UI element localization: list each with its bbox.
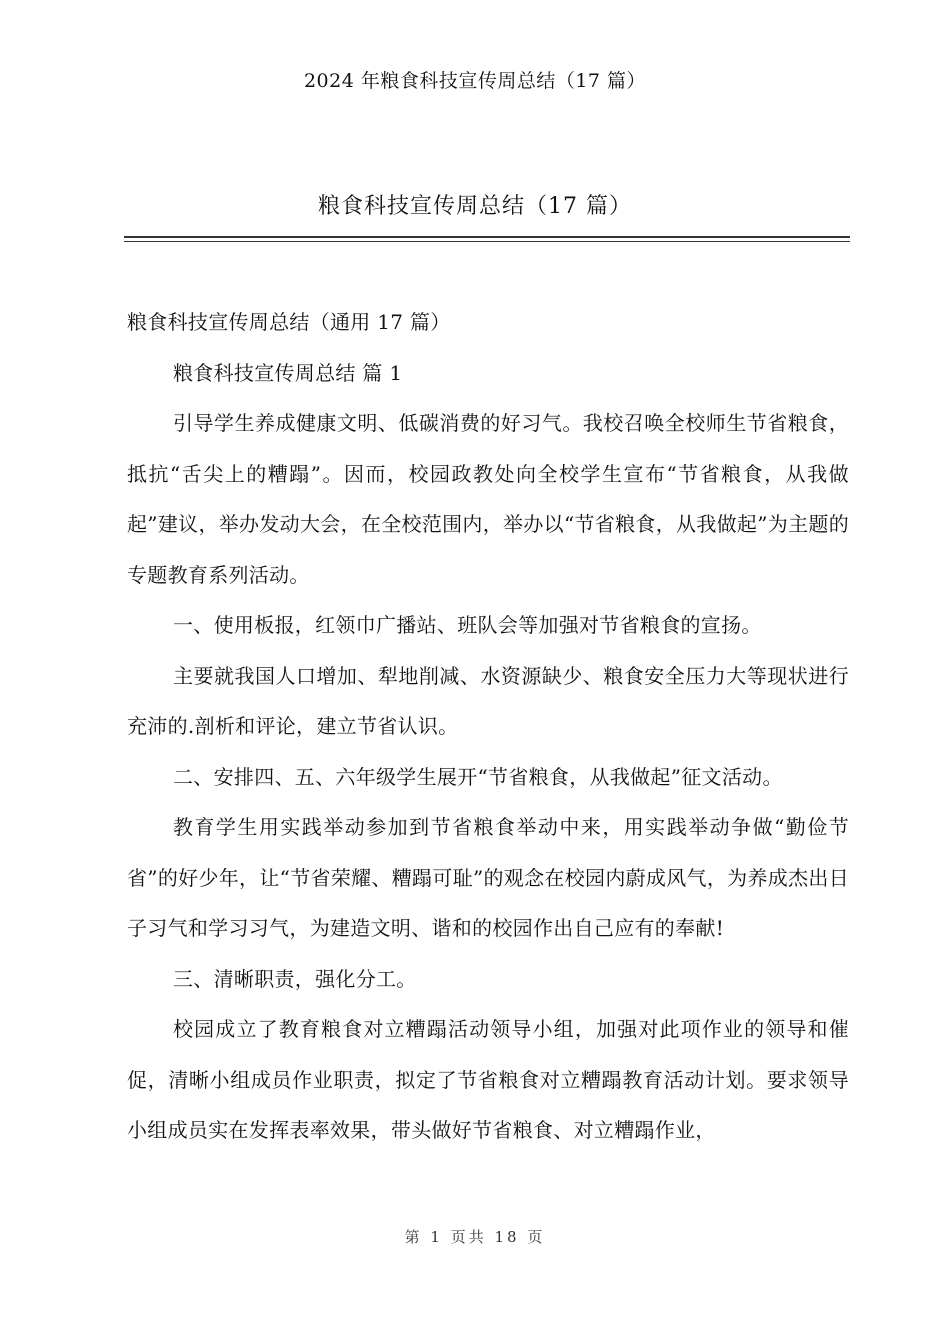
body-paragraph: 教育学生用实践举动参加到节省粮食举动中来，用实践举动争做“勤俭节省”的好少年，让“节省荣耀、糟蹋可耻”的观念在校园内蔚成风气，为养成杰出日子习气和学习习气，为建造文明、谐和的校园作出自己应有的奉献! [127,815,849,940]
page-footer: 第 1 页共 18 页 [404,1228,546,1246]
body-paragraph: 校园成立了教育粮食对立糟蹋活动领导小组，加强对此项作业的领导和催促，清晰小组成员作业职责，拟定了节省粮食对立糟蹋教育活动计划。要求领导小组成员实在发挥表率效果，带头做好节省粮食、对立糟蹋作业， [127,1017,849,1142]
body-paragraph: 引导学生养成健康文明、低碳消费的好习气。我校召唤全校师生节省粮食，抵抗“舌尖上的糟蹋”。因而，校园政教处向全校学生宣布“节省粮食，从我做起”建议，举办发动大会，在全校范围内，举办以“节省粮食，从我做起”为主题的专题教育系列活动。 [127,411,849,587]
document-subtitle: 粮食科技宣传周总结（通用 17 篇） [127,310,451,334]
body-paragraph: 二、安排四、五、六年级学生展开“节省粮食，从我做起”征文活动。 [173,764,783,789]
body-paragraph: 一、使用板报，红领巾广播站、班队会等加强对节省粮食的宣扬。 [173,613,762,637]
body-paragraph: 三、清晰职责，强化分工。 [173,966,417,991]
body-paragraph: 主要就我国人口增加、犁地削减、水资源缺少、粮食安全压力大等现状进行充沛的.剖析和评论，建立节省认识。 [127,663,849,738]
title-divider [124,236,850,242]
document-title: 粮食科技宣传周总结（17 篇） [318,194,632,219]
running-header: 2024 年粮食科技宣传周总结（17 篇） [303,70,647,92]
section-heading: 粮食科技宣传周总结 篇 1 [173,360,403,385]
document-body [127,297,849,1156]
